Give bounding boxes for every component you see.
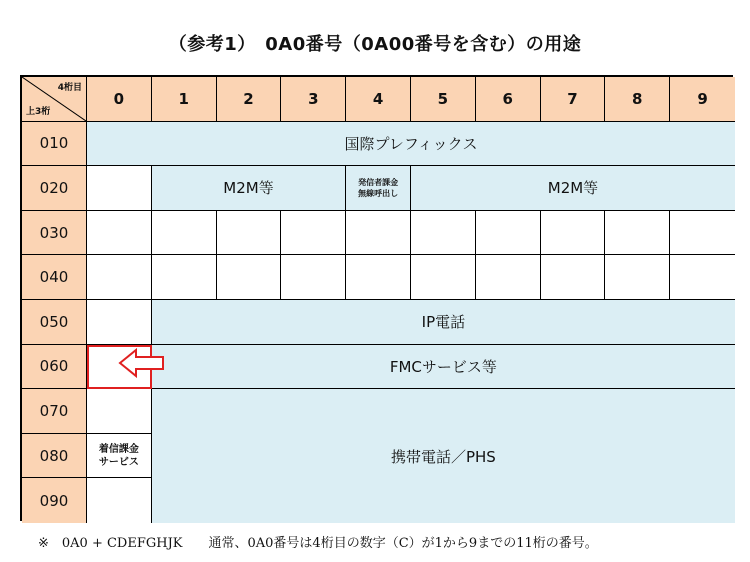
row-header: 060 [22,345,87,390]
col-header: 3 [281,77,346,122]
empty-cell [670,211,735,256]
empty-cell [281,211,346,256]
corner-header [22,77,87,122]
footnote: ※ 0A0 + CDEFGHJK 通常、0A0番号は4桁目の数字（C）が1から9までの11桁の番号。 [38,536,598,551]
empty-cell [87,300,152,345]
empty-cell [87,389,152,434]
empty-cell [670,255,735,300]
col-header: 4 [346,77,411,122]
row-header: 040 [22,255,87,300]
empty-cell [152,211,217,256]
empty-cell [605,211,670,256]
international-prefix-span: 国際プレフィックス [87,122,735,167]
empty-cell [217,255,282,300]
row-header: 010 [22,122,87,167]
empty-cell [476,211,541,256]
corner-label-top3: 上3桁 [26,106,51,117]
receiver-paid-service-cell [87,434,152,479]
empty-cell [87,478,152,523]
corner-label-4th-digit: 4桁目 [57,83,82,93]
row-header: 020 [22,166,87,211]
col-header: 8 [605,77,670,122]
page-title: （参考1） 0A0番号（0A00番号を含む）の用途 [168,34,582,55]
empty-cell [87,211,152,256]
empty-cell [605,255,670,300]
fmc-service-span: FMCサービス等 [152,345,735,390]
receiver-paid-label-line2: サービス [98,456,139,468]
empty-cell [87,166,152,211]
row-header: 090 [22,478,87,523]
empty-cell [541,255,606,300]
col-header: 7 [541,77,606,122]
empty-cell [217,211,282,256]
row-header: 030 [22,211,87,256]
m2m-span-right: M2M等 [411,166,735,211]
sender-paid-label-line1: 発信者課金 [358,177,399,187]
col-header: 5 [411,77,476,122]
empty-cell [346,255,411,300]
sender-paid-paging-cell [346,166,411,211]
number-usage-table [20,75,733,521]
col-header: 1 [152,77,217,122]
row-header: 050 [22,300,87,345]
empty-cell [87,255,152,300]
empty-cell [476,255,541,300]
empty-cell [281,255,346,300]
empty-cell [411,211,476,256]
empty-cell [541,211,606,256]
empty-cell [411,255,476,300]
col-header: 9 [670,77,735,122]
empty-cell [152,255,217,300]
m2m-span-left: M2M等 [152,166,346,211]
mobile-phs-span: 携帯電話／PHS [152,389,735,523]
left-arrow-icon [118,348,166,378]
row-header: 080 [22,434,87,479]
sender-paid-label-line2: 無線呼出し [358,188,399,198]
receiver-paid-label-line1: 着信課金 [98,443,139,455]
col-header: 2 [217,77,282,122]
row-header: 070 [22,389,87,434]
empty-cell [346,211,411,256]
col-header: 0 [87,77,152,122]
ip-phone-span: IP電話 [152,300,735,345]
col-header: 6 [476,77,541,122]
